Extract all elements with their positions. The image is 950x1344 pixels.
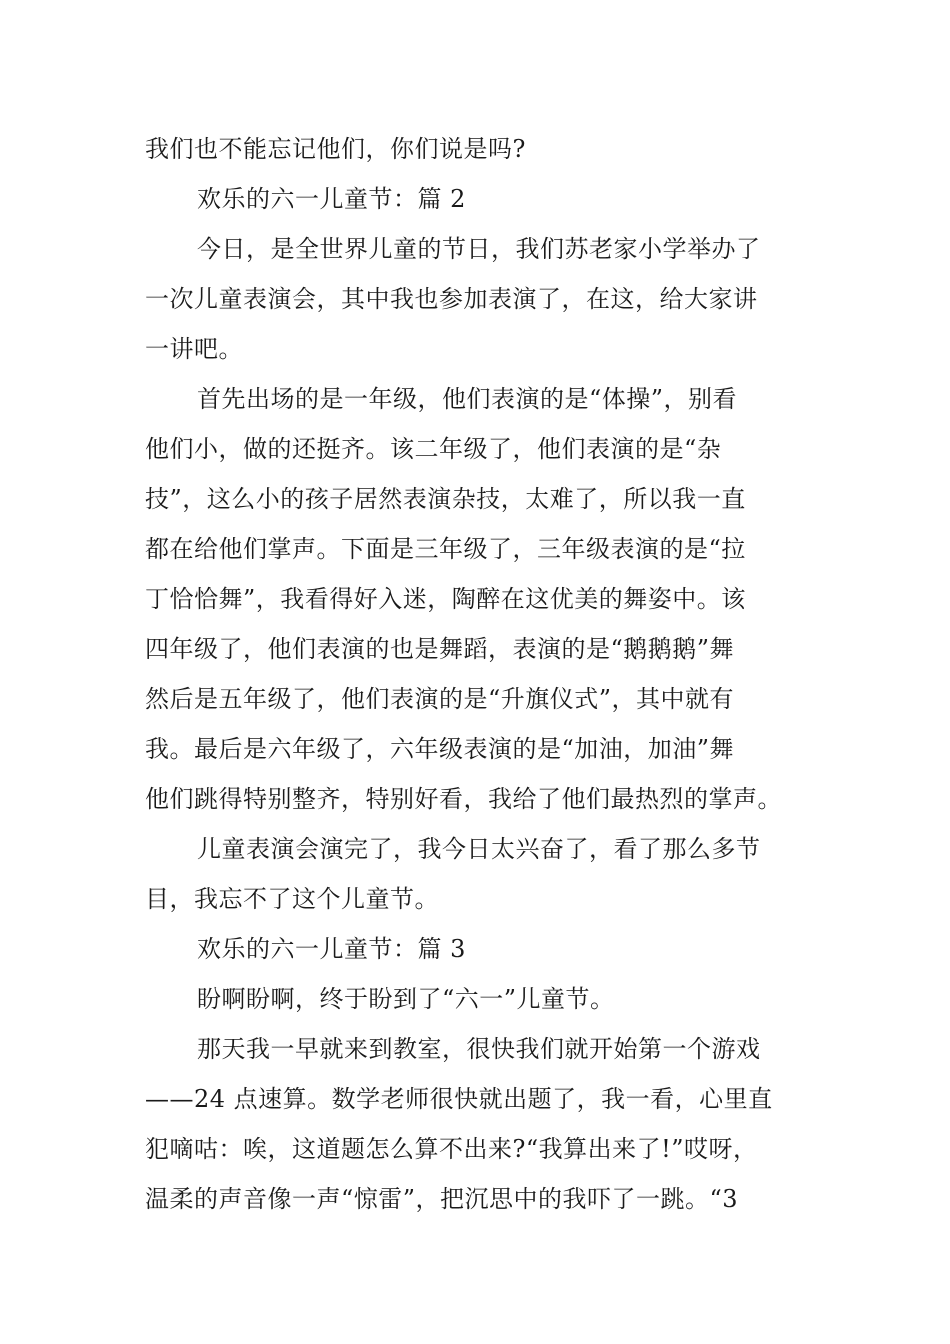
text-line: 他们跳得特别整齐，特别好看，我给了他们最热烈的掌声。 bbox=[145, 785, 782, 813]
text-line: 今日，是全世界儿童的节日，我们苏老家小学举办了 bbox=[197, 235, 761, 263]
text-line: 一讲吧。 bbox=[145, 335, 243, 363]
text-line: 都在给他们掌声。下面是三年级了，三年级表演的是“拉 bbox=[145, 535, 746, 563]
text-line: 那天我一早就来到教室，很快我们就开始第一个游戏 bbox=[197, 1035, 761, 1063]
text-line: ——24 点速算。数学老师很快就出题了，我一看，心里直 bbox=[145, 1085, 773, 1113]
section-heading: 欢乐的六一儿童节：篇 2 bbox=[197, 185, 466, 213]
section-heading: 欢乐的六一儿童节：篇 3 bbox=[197, 935, 466, 963]
text-line: 首先出场的是一年级，他们表演的是“体操”，别看 bbox=[197, 385, 738, 413]
text-line: 然后是五年级了，他们表演的是“升旗仪式”，其中就有 bbox=[145, 685, 735, 713]
text-line: 温柔的声音像一声“惊雷”，把沉思中的我吓了一跳。“3 bbox=[145, 1185, 739, 1213]
text-line: 儿童表演会演完了，我今日太兴奋了，看了那么多节 bbox=[197, 835, 761, 863]
text-line: 我。最后是六年级了，六年级表演的是“加油，加油”舞 bbox=[145, 735, 735, 763]
text-line: 丁恰恰舞”，我看得好入迷，陶醉在这优美的舞姿中。该 bbox=[145, 585, 746, 613]
text-line: 我们也不能忘记他们，你们说是吗? bbox=[145, 135, 526, 163]
text-line: 盼啊盼啊，终于盼到了“六一”儿童节。 bbox=[197, 985, 615, 1013]
text-line: 一次儿童表演会，其中我也参加表演了，在这，给大家讲 bbox=[145, 285, 758, 313]
text-line: 四年级了，他们表演的也是舞蹈，表演的是“鹅鹅鹅”舞 bbox=[145, 635, 735, 663]
text-line: 目，我忘不了这个儿童节。 bbox=[145, 885, 439, 913]
text-line: 他们小，做的还挺齐。该二年级了，他们表演的是“杂 bbox=[145, 435, 722, 463]
text-line: 技”，这么小的孩子居然表演杂技，太难了，所以我一直 bbox=[145, 485, 746, 513]
text-line: 犯嘀咕：唉，这道题怎么算不出来?“我算出来了!”哎呀， bbox=[145, 1135, 758, 1163]
